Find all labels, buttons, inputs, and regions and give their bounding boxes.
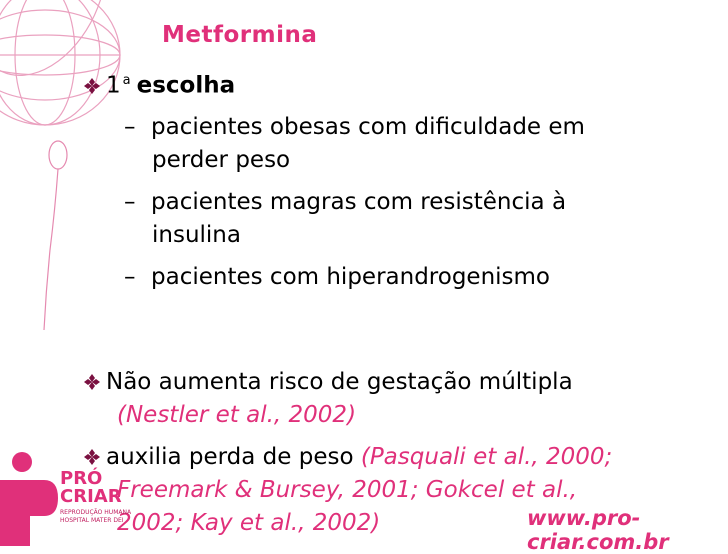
diamond-bullet-icon: [84, 367, 106, 400]
website-url[interactable]: www.pro-criar.com.br: [527, 506, 669, 554]
bullet2-text: Não aumenta risco de gestação múltipla: [106, 369, 573, 395]
logo-sub1: REPRODUÇÃO HUMANA: [60, 509, 132, 516]
bullet3-citation-line2: Freemark & Bursey, 2001; Gokcel et al.,: [117, 477, 578, 503]
first-number: 1: [106, 72, 121, 99]
weight-loss-bullet: [84, 441, 612, 474]
bullet2-citation: (Nestler et al., 2002): [117, 402, 357, 428]
logo-line2: CRIAR: [60, 486, 122, 507]
first-word: escolha: [136, 72, 236, 99]
indication-item-continuation: perder peso: [152, 147, 291, 173]
first-superscript: a: [122, 73, 131, 88]
bullet3-citation-line3: 2002; Kay et al., 2002): [117, 510, 381, 536]
indication-item: – pacientes com hiperandrogenismo: [124, 264, 550, 290]
indication-item-continuation: insulina: [152, 222, 241, 248]
logo-line1: PRÓ: [60, 468, 103, 489]
multiple-pregnancy-bullet: [84, 366, 573, 399]
indication-item: – pacientes magras com resistência à: [124, 189, 567, 215]
logo-sub2: HOSPITAL MATER DEI: [60, 517, 124, 524]
indication-item: – pacientes obesas com dificuldade em: [124, 114, 585, 140]
slide-title: Metformina: [162, 22, 318, 48]
first-choice-bullet: [84, 64, 235, 103]
diamond-bullet-icon: [84, 71, 106, 104]
bullet3-citation-line1: (Pasquali et al., 2000;: [360, 444, 613, 470]
globe-sperm-decoration: [0, 0, 200, 360]
bullet3-text: auxilia perda de peso: [106, 444, 354, 470]
pro-criar-logo-icon: [0, 450, 60, 546]
